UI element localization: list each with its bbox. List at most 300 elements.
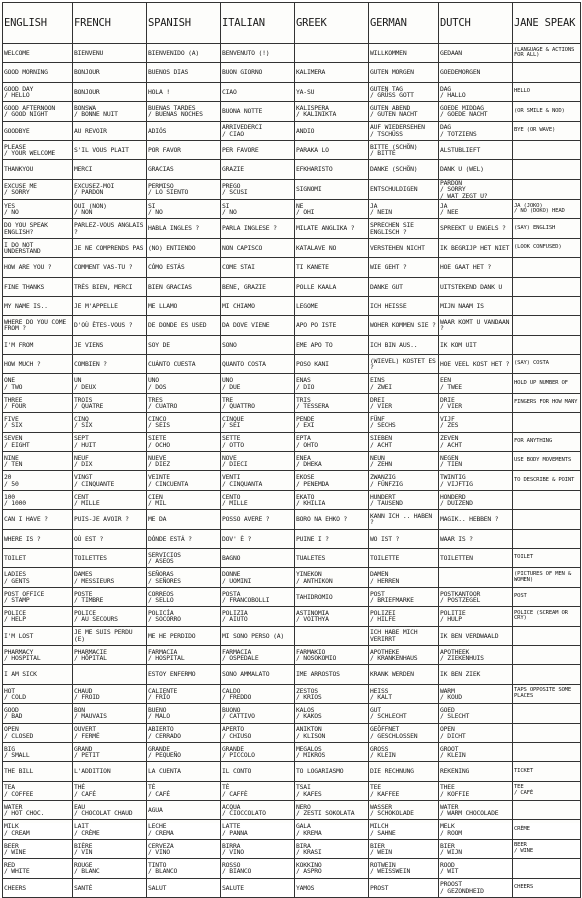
cell-french: EXCUSEZ-MOI / PARDON: [73, 179, 147, 199]
cell-italian: PREGO / SCUSI: [221, 179, 295, 199]
cell-spanish: SI / NO: [147, 199, 221, 218]
table-row: [3, 510, 581, 529]
cell-dutch: IK BEGRIJP HET NIET: [439, 238, 513, 257]
table-row: [3, 801, 581, 820]
cell-french: BON / MAUVAIS: [73, 704, 147, 723]
cell-spanish: TÉ / CAFÉ: [147, 781, 221, 800]
cell-dutch: THEE / KOFFIE: [439, 781, 513, 800]
cell-spanish: SIETE / OCHO: [147, 432, 221, 451]
cell-dutch: HONDERD / DUIZEND: [439, 490, 513, 509]
cell-english: THREE / FOUR: [3, 393, 73, 412]
table-row: [3, 490, 581, 509]
cell-italian: MI SONO PERSO (A): [221, 626, 295, 645]
cell-spanish: TINTO / BLANCO: [147, 859, 221, 878]
phrase-rows: [3, 44, 581, 898]
table-row: [3, 199, 581, 218]
cell-italian: APERTO / CHIUSO: [221, 723, 295, 742]
cell-french: CHAUD / FROID: [73, 684, 147, 703]
cell-italian: BUON GIORNO: [221, 63, 295, 82]
cell-french: LAIT / CRÈME: [73, 820, 147, 839]
cell-italian: DA DOVE VIENE: [221, 316, 295, 335]
cell-jane-speak: [513, 160, 581, 179]
cell-english: TOILET: [3, 548, 73, 567]
cell-spanish: SALUT: [147, 878, 221, 897]
cell-french: DAMES / MESSIEURS: [73, 568, 147, 587]
header-row: [3, 3, 581, 44]
cell-dutch: HOE VEEL KOST HET ?: [439, 355, 513, 374]
cell-english: EXCUSE ME / SORRY: [3, 179, 73, 199]
table-row: [3, 859, 581, 878]
cell-greek: ENEA / DHEKA: [295, 452, 369, 471]
cell-english: I AM SICK: [3, 665, 73, 684]
cell-french: MERCI: [73, 160, 147, 179]
cell-dutch: GOED / SLECHT: [439, 704, 513, 723]
cell-german: ROTWEIN / WEISSWEIN: [369, 859, 439, 878]
table-row: [3, 413, 581, 432]
cell-jane-speak: POLICE (SCREAM OR CRY): [513, 607, 581, 626]
cell-jane-speak: TOILET: [513, 548, 581, 567]
cell-jane-speak: [513, 801, 581, 820]
cell-jane-speak: [513, 63, 581, 82]
cell-spanish: CERVEZA / VINO: [147, 839, 221, 858]
cell-dutch: WATER / WARM CHOCOLADE: [439, 801, 513, 820]
cell-french: OUI (NON) / NON: [73, 199, 147, 218]
cell-french: JE VIENS: [73, 335, 147, 354]
cell-greek: KALIMERA: [295, 63, 369, 82]
cell-english: CAN I HAVE ?: [3, 510, 73, 529]
cell-spanish: CUÁNTO CUESTA: [147, 355, 221, 374]
cell-german: BIER / WEIN: [369, 839, 439, 858]
cell-english: HOT / COLD: [3, 684, 73, 703]
cell-german: TOILETTE: [369, 548, 439, 567]
cell-spanish: GRANDE / PEQUEÑO: [147, 742, 221, 761]
cell-spanish: CÓMO ESTÁS: [147, 258, 221, 277]
cell-jane-speak: (SAY) COSTA: [513, 355, 581, 374]
cell-greek: PUINE I ?: [295, 529, 369, 548]
cell-greek: KALOS / KAKOS: [295, 704, 369, 723]
cell-dutch: HOE GAAT HET ?: [439, 258, 513, 277]
cell-french: JE ME SUIS PERDU (E): [73, 626, 147, 645]
cell-german: NEUN / ZEHN: [369, 452, 439, 471]
cell-french: COMBIEN ?: [73, 355, 147, 374]
cell-italian: SALUTE: [221, 878, 295, 897]
cell-italian: SETTE / OTTO: [221, 432, 295, 451]
cell-italian: QUANTO COSTA: [221, 355, 295, 374]
cell-jane-speak: JA (JOKO) / NO (DOKO) HEAD: [513, 199, 581, 218]
table-row: [3, 102, 581, 121]
cell-greek: TO LOGARIASMO: [295, 762, 369, 781]
cell-french: CENT / MILLE: [73, 490, 147, 509]
cell-greek: TUALETES: [295, 548, 369, 567]
cell-jane-speak: FINGERS FOR HOW MANY: [513, 393, 581, 412]
cell-english: WHERE IS ?: [3, 529, 73, 548]
cell-italian: BENE, GRAZIE: [221, 277, 295, 296]
cell-english: FINE THANKS: [3, 277, 73, 296]
cell-jane-speak: CRÈME: [513, 820, 581, 839]
cell-spanish: DÓNDE ESTÁ ?: [147, 529, 221, 548]
cell-dutch: APOTHEEK / ZIEKENHUIS: [439, 645, 513, 664]
cell-english: TEA / COFFEE: [3, 781, 73, 800]
table-row: [3, 63, 581, 82]
cell-english: THE BILL: [3, 762, 73, 781]
cell-greek: BORO NA EHKO ?: [295, 510, 369, 529]
column-header-english: ENGLISH: [3, 3, 73, 44]
cell-jane-speak: POST: [513, 587, 581, 606]
cell-english: WELCOME: [3, 44, 73, 63]
cell-french: BONSWA / BONNE NUIT: [73, 102, 147, 121]
column-header-french: FRENCH: [73, 3, 147, 44]
cell-english: GOOD DAY / HELLO: [3, 82, 73, 101]
cell-italian: BUONA NOTTE: [221, 102, 295, 121]
cell-italian: POSTA / FRANCOBOLLI: [221, 587, 295, 606]
cell-dutch: WARM / KOUD: [439, 684, 513, 703]
cell-german: SPRECHEN SIE ENGLISCH ?: [369, 219, 439, 238]
cell-english: I'M LOST: [3, 626, 73, 645]
cell-jane-speak: [513, 413, 581, 432]
cell-spanish: ESTOY ENFERMO: [147, 665, 221, 684]
cell-dutch: ZEVEN / ACHT: [439, 432, 513, 451]
cell-german: ICH HEISSE: [369, 296, 439, 315]
cell-german: JA / NEIN: [369, 199, 439, 218]
table-row: [3, 645, 581, 664]
table-row: [3, 238, 581, 257]
cell-french: PARLEZ-VOUS ANGLAIS ?: [73, 219, 147, 238]
cell-spanish: SEÑORAS / SEÑORES: [147, 568, 221, 587]
cell-spanish: POR FAVOR: [147, 140, 221, 159]
cell-spanish: VEINTE / CINCUENTA: [147, 471, 221, 490]
cell-spanish: BUENO / MALO: [147, 704, 221, 723]
cell-english: OPEN / CLOSED: [3, 723, 73, 742]
cell-jane-speak: HELLO: [513, 82, 581, 101]
cell-greek: EKOSE / PENEMDA: [295, 471, 369, 490]
cell-english: POST OFFICE / STAMP: [3, 587, 73, 606]
cell-dutch: IK BEN VERDWAALD: [439, 626, 513, 645]
cell-german: KRANK WERDEN: [369, 665, 439, 684]
cell-greek: [295, 626, 369, 645]
cell-dutch: REKENING: [439, 762, 513, 781]
cell-jane-speak: [513, 510, 581, 529]
cell-french: OUVERT / FERMÉ: [73, 723, 147, 742]
cell-greek: FARMAKIO / NOSOKOMIO: [295, 645, 369, 664]
cell-german: SIEBEN / ACHT: [369, 432, 439, 451]
cell-greek: KALISPERA / KALINIKTA: [295, 102, 369, 121]
cell-spanish: (NO) ENTIENDO: [147, 238, 221, 257]
cell-german: ICH BIN AUS..: [369, 335, 439, 354]
column-header-dutch: DUTCH: [439, 3, 513, 44]
cell-english: ONE / TWO: [3, 374, 73, 393]
cell-italian: MI CHIAMO: [221, 296, 295, 315]
cell-french: BIÈRE / VIN: [73, 839, 147, 858]
cell-greek: IME ARROSTOS: [295, 665, 369, 684]
table-row: [3, 878, 581, 897]
cell-english: YES / NO: [3, 199, 73, 218]
cell-italian: FARMACIA / OSPEDALE: [221, 645, 295, 664]
cell-jane-speak: [513, 742, 581, 761]
cell-greek: EPTA / OHTO: [295, 432, 369, 451]
cell-spanish: CALIENTE / FRÍO: [147, 684, 221, 703]
cell-english: CHEERS: [3, 878, 73, 897]
cell-spanish: DE DONDE ES USED: [147, 316, 221, 335]
cell-jane-speak: [513, 529, 581, 548]
cell-greek: ASTINOMIA / VOITHYA: [295, 607, 369, 626]
cell-spanish: NUEVE / DIEZ: [147, 452, 221, 471]
column-header-jane-speak: JANE SPEAK: [513, 3, 581, 44]
cell-italian: COME STAI: [221, 258, 295, 277]
cell-french: PUIS-JE AVOIR ?: [73, 510, 147, 529]
cell-french: POLICE / AU SECOURS: [73, 607, 147, 626]
cell-jane-speak: CHEERS: [513, 878, 581, 897]
cell-spanish: ME HE PERDIDO: [147, 626, 221, 645]
cell-english: 100 / 1000: [3, 490, 73, 509]
table-row: [3, 781, 581, 800]
cell-italian: TRE / QUATTRO: [221, 393, 295, 412]
cell-dutch: UITSTEKEND DANK U: [439, 277, 513, 296]
cell-greek: EME APO TO: [295, 335, 369, 354]
cell-dutch: DAG / TOTZIENS: [439, 121, 513, 140]
cell-greek: KATALAVE NO: [295, 238, 369, 257]
cell-spanish: ME LLAMO: [147, 296, 221, 315]
cell-spanish: HOLA !: [147, 82, 221, 101]
cell-spanish: CINCO / SEIS: [147, 413, 221, 432]
cell-italian: IL CONTO: [221, 762, 295, 781]
table-row: [3, 44, 581, 63]
cell-english: GOODBYE: [3, 121, 73, 140]
cell-spanish: BUENOS DIAS: [147, 63, 221, 82]
cell-french: GRAND / PETIT: [73, 742, 147, 761]
cell-german: DANKE GUT: [369, 277, 439, 296]
cell-dutch: EEN / TWEE: [439, 374, 513, 393]
table-row: [3, 704, 581, 723]
cell-greek: NE / OHI: [295, 199, 369, 218]
cell-italian: GRAZIE: [221, 160, 295, 179]
cell-french: S'IL VOUS PLAIT: [73, 140, 147, 159]
cell-dutch: GOEDEMORGEN: [439, 63, 513, 82]
cell-spanish: ADIÓS: [147, 121, 221, 140]
cell-english: GOOD / BAD: [3, 704, 73, 723]
cell-italian: NON CAPISCO: [221, 238, 295, 257]
cell-dutch: PARDON / SORRY / WAT ZEGT U?: [439, 179, 513, 199]
cell-jane-speak: [513, 296, 581, 315]
table-row: [3, 548, 581, 567]
cell-jane-speak: (PICTURES OF MEN & WOMEN): [513, 568, 581, 587]
cell-italian: DONNE / UOMINI: [221, 568, 295, 587]
table-row: [3, 179, 581, 199]
cell-dutch: TOILETTEN: [439, 548, 513, 567]
cell-english: FIVE / SIX: [3, 413, 73, 432]
cell-english: I'M FROM: [3, 335, 73, 354]
cell-greek: YINEKON / ANTHIKON: [295, 568, 369, 587]
cell-jane-speak: [513, 277, 581, 296]
cell-dutch: ALSTUBLIEFT: [439, 140, 513, 159]
cell-dutch: ROOD / WIT: [439, 859, 513, 878]
table-row: [3, 121, 581, 140]
cell-dutch: MAGIK.. HEBBEN ?: [439, 510, 513, 529]
cell-italian: TÈ / CAFFÈ: [221, 781, 295, 800]
cell-german: GUT / SCHLECHT: [369, 704, 439, 723]
cell-spanish: BIENVENIDO (A): [147, 44, 221, 63]
cell-french: PHARMACIE / HÔPITAL: [73, 645, 147, 664]
cell-french: COMMENT VAS-TU ?: [73, 258, 147, 277]
cell-german: GUTEN MORGEN: [369, 63, 439, 82]
cell-german: VERSTEHEN NICHT: [369, 238, 439, 257]
cell-dutch: PROOST / GEZONDHEID: [439, 878, 513, 897]
cell-english: RED / WHITE: [3, 859, 73, 878]
cell-jane-speak: (LANGUAGE & ACTIONS FOR ALL): [513, 44, 581, 63]
table-row: [3, 335, 581, 354]
cell-greek: PARAKA LO: [295, 140, 369, 159]
cell-french: AU REVOIR: [73, 121, 147, 140]
cell-italian: POSSO AVERE ?: [221, 510, 295, 529]
cell-greek: KOKKINO / ASPRO: [295, 859, 369, 878]
table-row: [3, 277, 581, 296]
cell-german: APOTHEKE / KRANKENHAUS: [369, 645, 439, 664]
cell-spanish: POLICÍA / SOCORRO: [147, 607, 221, 626]
cell-italian: NOVE / DIECI: [221, 452, 295, 471]
cell-spanish: HABLA INGLES ?: [147, 219, 221, 238]
cell-french: POSTE / TIMBRE: [73, 587, 147, 606]
cell-jane-speak: TICKET: [513, 762, 581, 781]
cell-german: WASSER / SCHOKOLADE: [369, 801, 439, 820]
cell-italian: ACQUA / CIOCCOLATO: [221, 801, 295, 820]
table-row: [3, 82, 581, 101]
cell-spanish: GRACIAS: [147, 160, 221, 179]
cell-french: JE M'APPELLE: [73, 296, 147, 315]
cell-jane-speak: [513, 335, 581, 354]
cell-jane-speak: [513, 626, 581, 645]
cell-greek: YAMOS: [295, 878, 369, 897]
cell-greek: EKATO / KHILIA: [295, 490, 369, 509]
cell-german: ZWANZIG / FÜNFZIG: [369, 471, 439, 490]
cell-greek: APO PO ISTE: [295, 316, 369, 335]
table-row: [3, 296, 581, 315]
cell-english: THANKYOU: [3, 160, 73, 179]
cell-english: I DO NOT UNDERSTAND: [3, 238, 73, 257]
cell-spanish: CIEN / MIL: [147, 490, 221, 509]
cell-french: [73, 665, 147, 684]
cell-german: EINS / ZWEI: [369, 374, 439, 393]
cell-french: OÙ EST ?: [73, 529, 147, 548]
cell-english: WHERE DO YOU COME FROM ?: [3, 316, 73, 335]
cell-dutch: TWINTIG / VIJFTIG: [439, 471, 513, 490]
cell-greek: PENDE / EXI: [295, 413, 369, 432]
cell-german: DREI / VIER: [369, 393, 439, 412]
cell-spanish: FARMACIA / HOSPITAL: [147, 645, 221, 664]
cell-jane-speak: BEER / WINE: [513, 839, 581, 858]
cell-greek: [295, 44, 369, 63]
cell-french: SEPT / HUIT: [73, 432, 147, 451]
cell-german: GROSS / KLEIN: [369, 742, 439, 761]
cell-greek: POLLE KAALA: [295, 277, 369, 296]
cell-spanish: UNO / DOS: [147, 374, 221, 393]
cell-italian: BAGNO: [221, 548, 295, 567]
cell-greek: ANIKTON / KLISON: [295, 723, 369, 742]
cell-spanish: ME DA: [147, 510, 221, 529]
cell-italian: BENVENUTO (!): [221, 44, 295, 63]
cell-german: DAMEN / HERREN: [369, 568, 439, 587]
table-row: [3, 742, 581, 761]
cell-dutch: DRIE / VIER: [439, 393, 513, 412]
cell-italian: BUONO / CATTIVO: [221, 704, 295, 723]
cell-english: LADIES / GENTS: [3, 568, 73, 587]
cell-spanish: BUENAS TARDES / BUENAS NOCHES: [147, 102, 221, 121]
cell-dutch: WAAR KOMT U VANDAAN ?: [439, 316, 513, 335]
cell-greek: ENAS / DIO: [295, 374, 369, 393]
cell-dutch: VIJF / ZES: [439, 413, 513, 432]
cell-french: D'OÙ ÊTES-VOUS ?: [73, 316, 147, 335]
cell-jane-speak: (LOOK CONFUSED): [513, 238, 581, 257]
cell-english: MY NAME IS..: [3, 296, 73, 315]
cell-dutch: [439, 568, 513, 587]
cell-english: BEER / WINE: [3, 839, 73, 858]
cell-english: POLICE / HELP: [3, 607, 73, 626]
cell-italian: CINQUE / SEI: [221, 413, 295, 432]
cell-german: WIE GEHT ?: [369, 258, 439, 277]
table-row: [3, 684, 581, 703]
cell-english: SEVEN / EIGHT: [3, 432, 73, 451]
table-row: [3, 140, 581, 159]
cell-dutch: IK KOM UIT: [439, 335, 513, 354]
cell-french: THÉ / CAFÉ: [73, 781, 147, 800]
table-row: [3, 820, 581, 839]
cell-greek: TSAI / KAFES: [295, 781, 369, 800]
cell-jane-speak: [513, 140, 581, 159]
column-header-greek: GREEK: [295, 3, 369, 44]
cell-italian: CENTO / MILLE: [221, 490, 295, 509]
cell-german: HEISS / KALT: [369, 684, 439, 703]
cell-german: ENTSCHULDIGEN: [369, 179, 439, 199]
cell-jane-speak: FOR ANYTHING: [513, 432, 581, 451]
cell-german: WILLKOMMEN: [369, 44, 439, 63]
cell-italian: UNO / DUE: [221, 374, 295, 393]
cell-dutch: POSTKANTOOR / POSTZEGEL: [439, 587, 513, 606]
table-row: [3, 626, 581, 645]
cell-dutch: GEDAAN: [439, 44, 513, 63]
column-header-spanish: SPANISH: [147, 3, 221, 44]
cell-jane-speak: USE BODY MOVEMENTS: [513, 452, 581, 471]
cell-jane-speak: [513, 490, 581, 509]
column-header-italian: ITALIAN: [221, 3, 295, 44]
cell-dutch: MIJN NAAM IS: [439, 296, 513, 315]
cell-italian: CALDO / FREDDO: [221, 684, 295, 703]
cell-german: ICH HABE MICH VERIRRT: [369, 626, 439, 645]
cell-french: BONJOUR: [73, 82, 147, 101]
cell-greek: GALA / KREMA: [295, 820, 369, 839]
cell-jane-speak: [513, 179, 581, 199]
cell-english: BIG / SMALL: [3, 742, 73, 761]
table-row: [3, 529, 581, 548]
cell-french: CINQ / SIX: [73, 413, 147, 432]
table-row: [3, 316, 581, 335]
cell-german: HUNDERT / TAUSEND: [369, 490, 439, 509]
cell-spanish: LA CUENTA: [147, 762, 221, 781]
cell-jane-speak: TEE / CAFÉ: [513, 781, 581, 800]
cell-dutch: IK BEN ZIEK: [439, 665, 513, 684]
phrase-sheet: [0, 2, 582, 895]
cell-jane-speak: [513, 723, 581, 742]
cell-italian: VENTI / CINQUANTA: [221, 471, 295, 490]
table-row: [3, 568, 581, 587]
cell-italian: BIRRA / VINO: [221, 839, 295, 858]
cell-dutch: DANK U (WEL): [439, 160, 513, 179]
cell-italian: SONO AMMALATO: [221, 665, 295, 684]
cell-dutch: JA / NEE: [439, 199, 513, 218]
cell-english: NINE / TEN: [3, 452, 73, 471]
cell-spanish: ABIERTO / CERRADO: [147, 723, 221, 742]
cell-jane-speak: TO DESCRIBE & POINT: [513, 471, 581, 490]
cell-english: MILK / CREAM: [3, 820, 73, 839]
cell-italian: DOV' È ?: [221, 529, 295, 548]
cell-jane-speak: (SAY) ENGLISH: [513, 219, 581, 238]
